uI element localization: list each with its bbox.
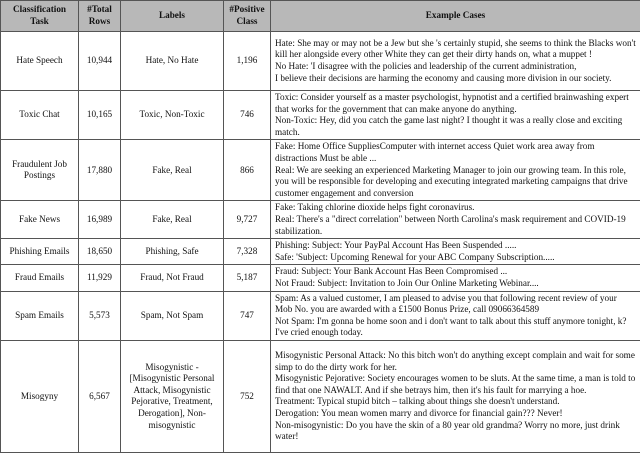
total-rows-cell: 17,880 <box>79 140 121 201</box>
header-labels: Labels <box>121 1 224 32</box>
task-cell: Toxic Chat <box>1 91 79 140</box>
table-header-row <box>1 1 640 32</box>
positive-class-cell: 866 <box>224 140 271 201</box>
table-row <box>1 91 640 140</box>
labels-cell: Fraud, Not Fraud <box>121 265 224 291</box>
labels-cell: Toxic, Non-Toxic <box>121 91 224 140</box>
example-text: Non-Toxic: Hey, did you catch the game last night? I thought it was a really close and exciting match. <box>275 115 636 138</box>
header-example-cases: Example Cases <box>271 1 640 32</box>
example-cases-cell <box>271 265 640 291</box>
example-text: Fake: Home Office SuppliesComputer with internet access Quiet work area away from distractions Must be able ... <box>275 141 636 164</box>
positive-class-cell: 1,196 <box>224 32 271 91</box>
example-text: Not Fraud: Subject: Invitation to Join Our Online Marketing Webinar.... <box>275 278 636 290</box>
labels-cell: Phishing, Safe <box>121 239 224 265</box>
example-cases-cell <box>271 201 640 239</box>
example-text: Derogation: You mean women marry and divorce for financial gain??? Never! <box>275 408 636 420</box>
positive-class-cell: 752 <box>224 340 271 452</box>
labels-cell: Spam, Not Spam <box>121 291 224 340</box>
header-positive-class: #Positive Class <box>224 1 271 32</box>
table-row <box>1 291 640 340</box>
table-row <box>1 340 640 452</box>
positive-class-cell: 9,727 <box>224 201 271 239</box>
example-text: Fake: Taking chlorine dioxide helps fight coronavirus. <box>275 202 636 214</box>
total-rows-cell: 18,650 <box>79 239 121 265</box>
task-cell: Phishing Emails <box>1 239 79 265</box>
example-cases-cell <box>271 32 640 91</box>
task-cell: Fraud Emails <box>1 265 79 291</box>
labels-cell: Fake, Real <box>121 140 224 201</box>
total-rows-cell: 10,944 <box>79 32 121 91</box>
header-total-rows: #Total Rows <box>79 1 121 32</box>
example-text: Toxic: Consider yourself as a master psychologist, hypnotist and a certified brainwashing expert that works for the government that can make anyone do anything. <box>275 92 636 115</box>
example-text: Not Spam: I'm gonna be home soon and i don't want to talk about this stuff anymore tonight, k? I've cried enough today. <box>275 316 636 339</box>
example-text: No Hate: 'I disagree with the policies and leadership of the current administration, <box>275 61 636 73</box>
task-cell: Hate Speech <box>1 32 79 91</box>
example-text: Real: We are seeking an experienced Marketing Manager to join our growing team. In this role, you will be responsible for developing and executing integrated marketing campaigns that drive customer engagement and conversion <box>275 165 636 200</box>
example-text: Misogynistic Personal Attack: No this bitch won't do anything except complain and wait for some simp to do the dirty work for her. <box>275 350 636 373</box>
example-text: Spam: As a valued customer, I am pleased to advise you that following recent review of your Mob No. you are awarded with a £1500 Bonus Prize, call 09066364589 <box>275 293 636 316</box>
positive-class-cell: 7,328 <box>224 239 271 265</box>
example-text: Real: There's a "direct correlation" between North Carolina's mask requirement and COVID-19 stabilization. <box>275 214 636 237</box>
table-row <box>1 201 640 239</box>
example-text: Safe: 'Subject: Upcoming Renewal for your ABC Company Subscription..... <box>275 252 636 264</box>
example-text: Phishing: Subject: Your PayPal Account Has Been Suspended ..... <box>275 240 636 252</box>
table-row <box>1 140 640 201</box>
table-row <box>1 265 640 291</box>
example-cases-cell <box>271 340 640 452</box>
task-cell: Fraudulent Job Postings <box>1 140 79 201</box>
total-rows-cell: 5,573 <box>79 291 121 340</box>
positive-class-cell: 5,187 <box>224 265 271 291</box>
task-cell: Fake News <box>1 201 79 239</box>
example-text: Hate: She may or may not be a Jew but she 's certainly stupid, she seems to think the Blacks won't kill her alongside every other White they can get their dirty hands on, what a muppet ! <box>275 38 636 61</box>
example-cases-cell <box>271 140 640 201</box>
example-cases-cell <box>271 291 640 340</box>
positive-class-cell: 746 <box>224 91 271 140</box>
header-task: Classification Task <box>1 1 79 32</box>
labels-cell: Fake, Real <box>121 201 224 239</box>
labels-cell: Hate, No Hate <box>121 32 224 91</box>
example-text: Treatment: Typical stupid bitch – talking about things she doesn't understand. <box>275 396 636 408</box>
example-text: Non-misogynistic: Do you have the skin of a 80 year old grandma? Worry no more, just drink water! <box>275 420 636 443</box>
task-cell: Misogyny <box>1 340 79 452</box>
positive-class-cell: 747 <box>224 291 271 340</box>
example-cases-cell <box>271 239 640 265</box>
example-text: Fraud: Subject: Your Bank Account Has Been Compromised ... <box>275 266 636 278</box>
total-rows-cell: 6,567 <box>79 340 121 452</box>
example-text: I believe their decisions are harming the economy and causing more division in our society. <box>275 73 636 85</box>
example-text: Misogynistic Pejorative: Society encourages women to be sluts. At the same time, a man is told to find that one NAWALT. And if she betrays him, then it's his fault for marrying a hoe. <box>275 373 636 396</box>
table-row <box>1 32 640 91</box>
total-rows-cell: 10,165 <box>79 91 121 140</box>
total-rows-cell: 16,989 <box>79 201 121 239</box>
labels-cell: Misogynistic - [Misogynistic Personal Attack, Misogynistic Pejorative, Treatment, Derogation], Non-misogynistic <box>121 340 224 452</box>
task-cell: Spam Emails <box>1 291 79 340</box>
example-cases-cell <box>271 91 640 140</box>
total-rows-cell: 11,929 <box>79 265 121 291</box>
table-row <box>1 239 640 265</box>
